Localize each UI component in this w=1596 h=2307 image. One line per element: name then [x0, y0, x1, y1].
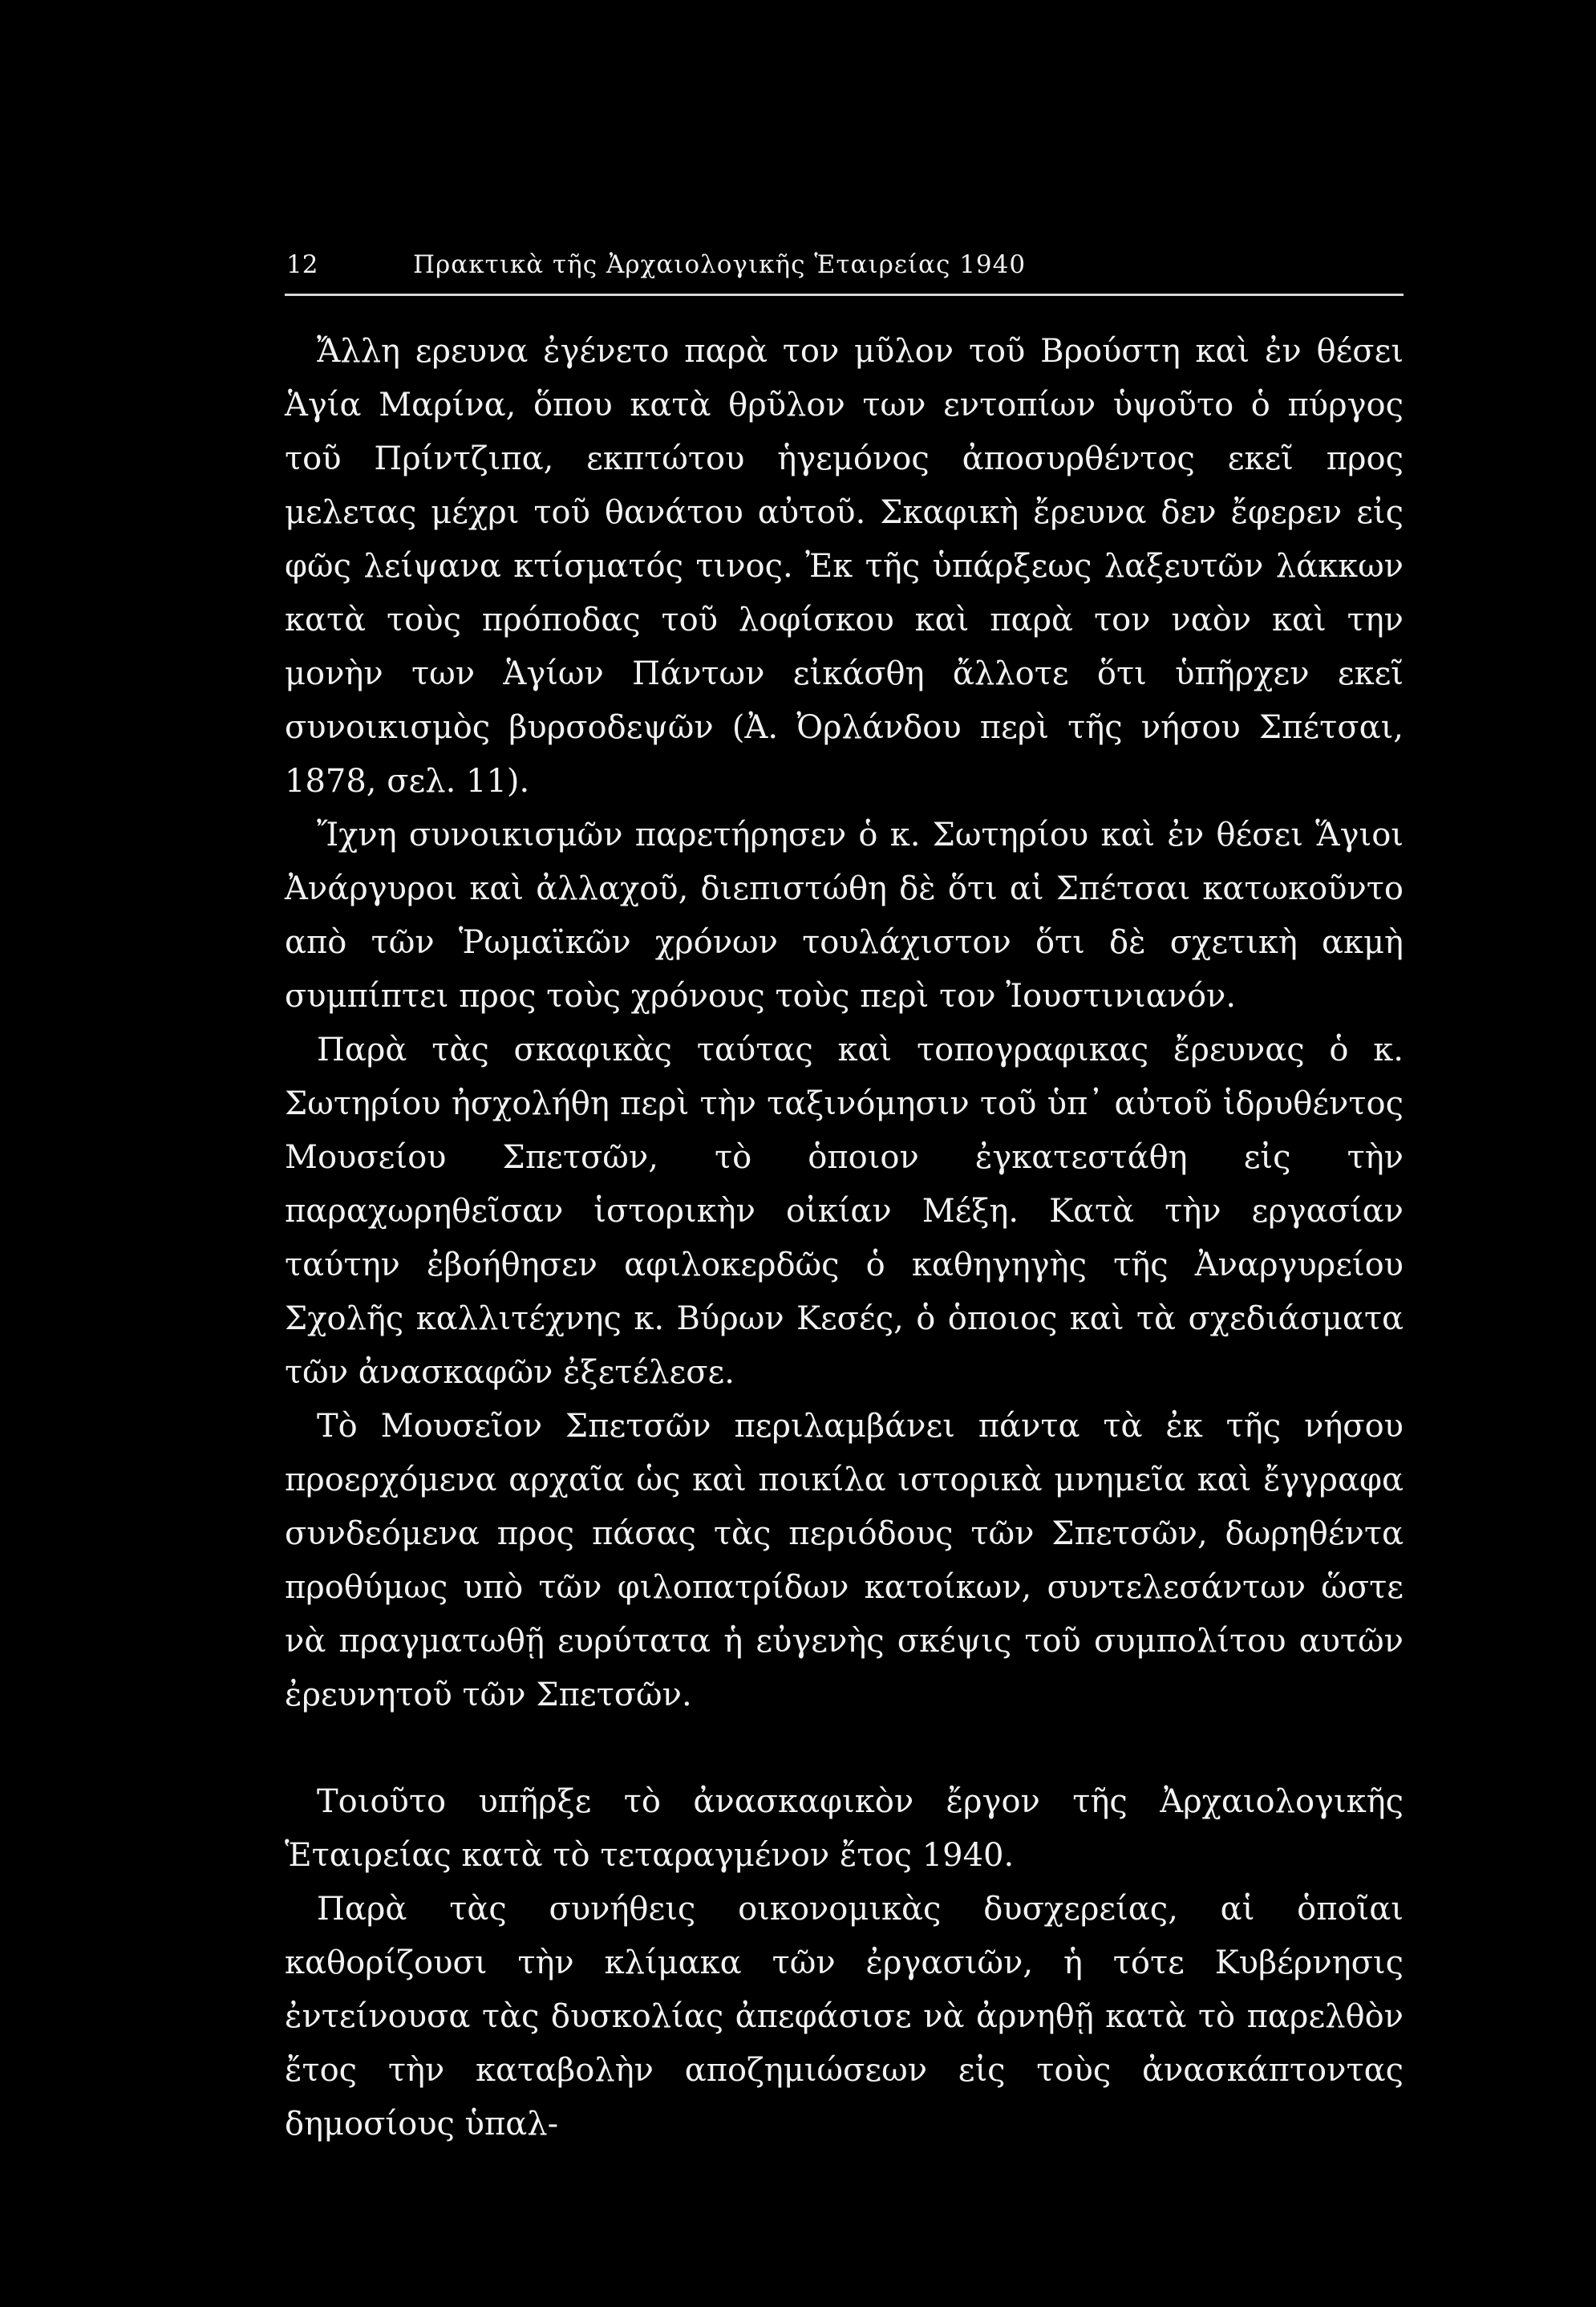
running-title: Πρακτικὰ τῆς Ἀρχαιολογικῆς Ἑταιρείας 1940 [413, 250, 1027, 279]
paragraph: Παρὰ τὰς σκαφικὰς ταύτας καὶ τοπογραφικας ἔρευνας ὁ κ. Σωτηρίου ἠσχολήθη περὶ τὴν ταξινόμησιν τοῦ ὑπ᾽ αὐτοῦ ἱδρυθέντος Μουσείου Σπετσῶν, τὸ ὁποιον ἐγκατεστάθη εἰς τὴν παραχωρηθεῖσαν ἱστορικὴν οἰκίαν Μέξη. Κατὰ τὴν εργασίαν ταύτην ἐβοήθησεν αφιλοκερδῶς ὁ καθηγηγὴς τῆς Ἀναργυρείου Σχολῆς καλλιτέχνης κ. Βύρων Κεσές, ὁ ὁποιος καὶ τὰ σχεδιάσματα τῶν ἀνασκαφῶν ἐξετέλεσε. [285, 1032, 1404, 1391]
running-header [285, 241, 1404, 289]
book-page [285, 241, 1404, 2151]
body-text [285, 325, 1404, 2151]
paragraph: Τὸ Μουσεῖον Σπετσῶν περιλαμβάνει πάντα τὰ ἐκ τῆς νήσου προερχόμενα αρχαῖα ὡς καὶ ποικίλα ιστορικὰ μνημεῖα καὶ ἔγγραφα συνδεόμενα προς πάσας τὰς περιόδους τῶν Σπετσῶν, δωρηθέντα προθύμως υπὸ τῶν φιλοπατρίδων κατοίκων, συντελεσάντων ὥστε νὰ πραγματωθῇ ευρύτατα ἡ εὐγενὴς σκέψις τοῦ συμπολίτου αυτῶν ἐρευνητοῦ τῶν Σπετσῶν. [285, 1408, 1404, 1713]
header-rule [285, 294, 1404, 296]
paragraph: Τοιοῦτο υπῆρξε τὸ ἀνασκαφικὸν ἔργον τῆς Ἀρχαιολογικῆς Ἑταιρείας κατὰ τὸ τεταραγμένον ἔτος 1940. [285, 1783, 1404, 1874]
paragraph: Παρὰ τὰς συνήθεις οικονομικὰς δυσχερείας, αἱ ὁποῖαι καθορίζουσι τὴν κλίμακα τῶν ἐργασιῶν, ἡ τότε Κυβέρνησις ἐντείνουσα τὰς δυσκολίας ἀπεφάσισε νὰ ἀρνηθῇ κατὰ τὸ παρελθὸν ἔτος τὴν καταβολὴν αποζημιώσεων εἰς τοὺς ἀνασκάπτοντας δημοσίους ὑπαλ- [285, 1891, 1404, 2143]
paragraph: Ἴχνη συνοικισμῶν παρετήρησεν ὁ κ. Σωτηρίου καὶ ἐν θέσει Ἅγιοι Ἀνάργυροι καὶ ἀλλαχοῦ, διεπιστώθη δὲ ὅτι αἱ Σπέτσαι κατωκοῦντο απὸ τῶν Ῥωμαϊκῶν χρόνων τουλάχιστον ὅτι δὲ σχετικὴ ακμὴ συμπίπτει προς τοὺς χρόνους τοὺς περὶ τον Ἰουστινιανόν. [285, 817, 1404, 1015]
paragraph: Ἄλλη ερευνα ἐγένετο παρὰ τον μῦλον τοῦ Βρούστη καὶ ἐν θέσει Ἁγία Μαρίνα, ὅπου κατὰ θρῦλον των εντοπίων ὑψοῦτο ὁ πύργος τοῦ Πρίντζιπα, εκπτώτου ἡγεμόνος ἀποσυρθέντος εκεῖ προς μελετας μέχρι τοῦ θανάτου αὐτοῦ. Σκαφικὴ ἔρευνα δεν ἔφερεν εἰς φῶς λείψανα κτίσματός τινος. Ἐκ τῆς ὑπάρξεως λαξευτῶν λάκκων κατὰ τοὺς πρόποδας τοῦ λοφίσκου καὶ παρὰ τον ναὸν καὶ την μονὴν των Ἁγίων Πάντων εἰκάσθη ἄλλοτε ὅτι ὑπῆρχεν εκεῖ συνοικισμὸς βυρσοδεψῶν (Ἀ. Ὀρλάνδου περὶ τῆς νήσου Σπέτσαι, 1878, σελ. 11). [285, 333, 1404, 800]
page-number: 12 [286, 250, 318, 279]
